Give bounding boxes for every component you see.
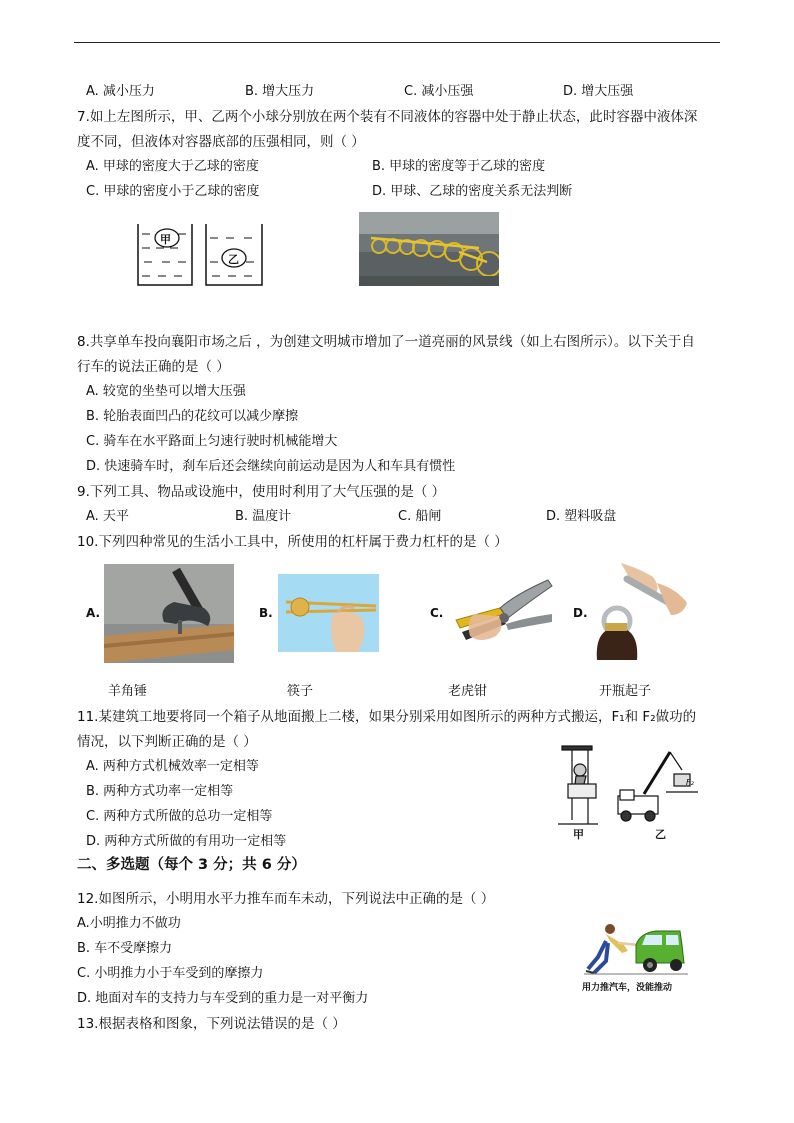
claw-hammer-photo <box>104 564 234 663</box>
method-jia <box>558 746 598 824</box>
q11-option-a[interactable]: A. 两种方式机械效率一定相等 <box>86 759 259 774</box>
fig-label-yi: 乙 <box>655 828 666 841</box>
shared-bikes-photo <box>359 212 499 286</box>
car <box>636 931 684 972</box>
ball-label-jia: 甲 <box>160 233 171 246</box>
q11-stem-line2: 情况，以下判断正确的是（ ） <box>77 734 257 750</box>
q9-option-b[interactable]: B. 温度计 <box>235 509 292 524</box>
q12-option-d[interactable]: D. 地面对车的支持力与车受到的重力是一对平衡力 <box>77 991 369 1006</box>
q8-stem-line2: 行车的说法正确的是（ ） <box>77 359 230 375</box>
q8-option-b[interactable]: B. 轮胎表面凹凸的花纹可以减少摩擦 <box>86 409 299 424</box>
q7-option-c[interactable]: C. 甲球的密度小于乙球的密度 <box>86 184 260 199</box>
q12-option-c[interactable]: C. 小明推力小于车受到的摩擦力 <box>77 966 264 981</box>
q6-option-d[interactable]: D. 增大压强 <box>563 84 634 99</box>
person-pushing <box>586 924 638 973</box>
chopsticks-photo <box>278 574 379 652</box>
q8-option-d[interactable]: D. 快速骑车时，刹车后还会继续向前运动是因为人和车具有惯性 <box>86 459 456 474</box>
q6-option-b[interactable]: B. 增大压力 <box>245 84 315 99</box>
section-heading-multi-choice: 二、多选题（每个 3 分；共 6 分） <box>77 857 306 873</box>
q12-option-a[interactable]: A.小明推力不做功 <box>77 916 181 931</box>
fig-label-jia: 甲 <box>573 828 584 841</box>
q10-caption-b: 筷子 <box>287 684 314 699</box>
pliers-photo <box>448 574 558 654</box>
q7-option-b[interactable]: B. 甲球的密度等于乙球的密度 <box>372 159 546 174</box>
q7-option-d[interactable]: D. 甲球、乙球的密度关系无法判断 <box>372 184 573 199</box>
q9-option-d[interactable]: D. 塑料吸盘 <box>546 509 617 524</box>
q10-caption-c: 老虎钳 <box>448 684 488 699</box>
q11-option-b[interactable]: B. 两种方式功率一定相等 <box>86 784 234 799</box>
push-car-caption: 用力推汽车，没能推动 <box>582 983 673 993</box>
q9-stem: 9.下列工具、物品或设施中，使用时利用了大气压强的是（ ） <box>77 484 446 500</box>
header-rule <box>74 42 720 43</box>
q6-option-a[interactable]: A. 减小压力 <box>86 84 155 99</box>
q12-option-b[interactable]: B. 车不受摩擦力 <box>77 941 173 956</box>
q10-stem: 10.下列四种常见的生活小工具中，所使用的杠杆属于费力杠杆的是（ ） <box>77 534 508 550</box>
q10-letter-d[interactable]: D. <box>573 606 588 620</box>
q10-caption-a: 羊角锤 <box>108 684 148 699</box>
q10-caption-d: 开瓶起子 <box>599 684 652 699</box>
q8-option-c[interactable]: C. 骑车在水平路面上匀速行驶时机械能增大 <box>86 434 338 449</box>
bottle-opener-photo <box>591 563 692 660</box>
q11-option-d[interactable]: D. 两种方式所做的有用功一定相等 <box>86 834 287 849</box>
q12-stem: 12.如图所示，小明用水平力推车而车未动，下列说法中正确的是（ ） <box>77 891 495 907</box>
force-label-f2: F₂ <box>686 778 694 787</box>
q8-stem-line1: 8.共享单车投向襄阳市场之后 ，为创建文明城市增加了一道亮丽的风景线（如上右图所示）。以下关于自 <box>77 334 695 350</box>
q9-option-a[interactable]: A. 天平 <box>86 509 129 524</box>
container-diagram <box>134 222 266 288</box>
q8-option-a[interactable]: A. 较宽的坐垫可以增大压强 <box>86 384 246 399</box>
ball-label-yi: 乙 <box>228 253 239 266</box>
q7-stem-line2: 度不同，但液体对容器底部的压强相同，则（ ） <box>77 134 365 150</box>
q7-stem-line1: 7.如上左图所示，甲、乙两个小球分别放在两个装有不同液体的容器中处于静止状态，此时容器中液体深 <box>77 109 698 125</box>
q11-stem-line1: 11.某建筑工地要将同一个箱子从地面搬上二楼，如果分别采用如图所示的两种方式搬运，F₁和 F₂做功的 <box>77 709 697 725</box>
q13-stem: 13.根据表格和图象，下列说法错误的是（ ） <box>77 1016 346 1032</box>
q7-option-a[interactable]: A. 甲球的密度大于乙球的密度 <box>86 159 259 174</box>
q10-letter-a[interactable]: A. <box>86 606 101 620</box>
lifting-methods-diagram <box>558 744 700 826</box>
q11-option-c[interactable]: C. 两种方式所做的总功一定相等 <box>86 809 273 824</box>
q10-letter-b[interactable]: B. <box>259 606 273 620</box>
q6-option-c[interactable]: C. 减小压强 <box>404 84 474 99</box>
push-car-illustration <box>584 923 688 977</box>
q10-letter-c[interactable]: C. <box>430 606 444 620</box>
q9-option-c[interactable]: C. 船闸 <box>398 509 442 524</box>
